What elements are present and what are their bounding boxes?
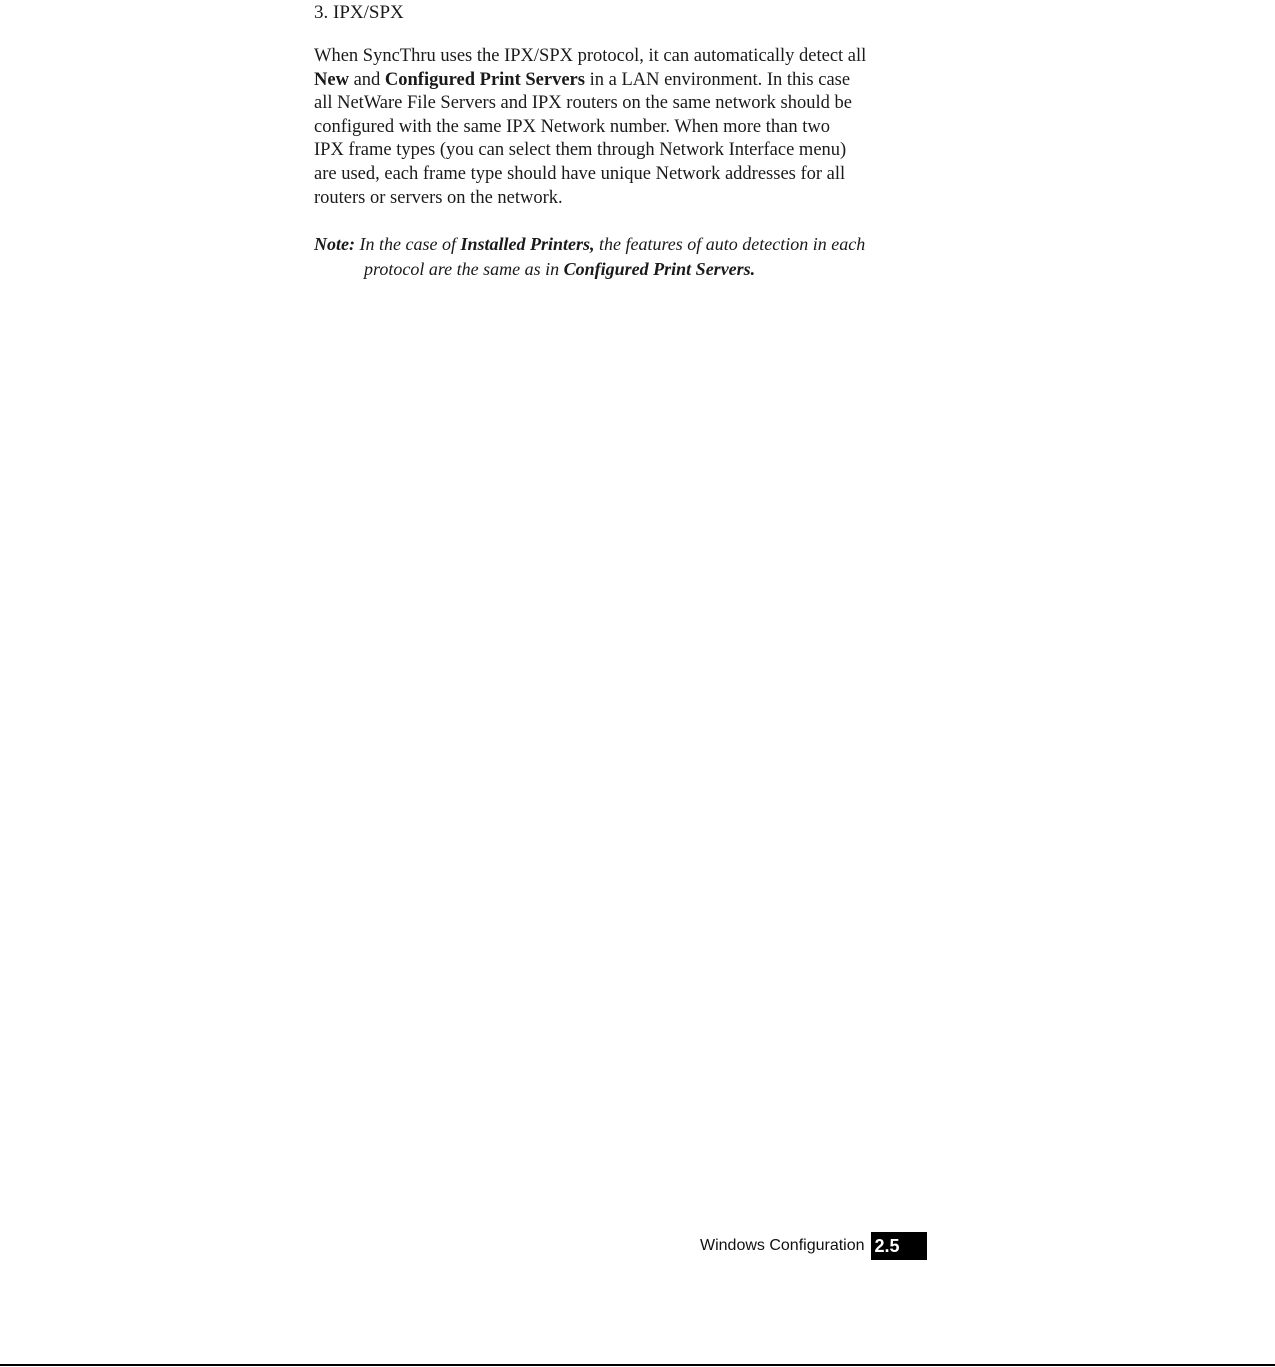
body-paragraph	[314, 45, 964, 210]
page-footer	[700, 1232, 927, 1260]
paragraph-text: When SyncThru uses the IPX/SPX protocol, it can automatically detect all	[314, 46, 867, 66]
paragraph-text: all NetWare File Servers and IPX routers on the same network should be	[314, 93, 852, 114]
paragraph-text: in a LAN environment. In this case	[584, 69, 851, 90]
paragraph-line	[314, 45, 964, 69]
paragraph-line	[314, 139, 964, 163]
paragraph-text: IPX frame types (you can select them through Network Interface menu)	[314, 140, 847, 161]
bottom-rule	[0, 1364, 1275, 1366]
note-block	[314, 232, 964, 282]
note-text: the features of auto detection in each	[594, 234, 866, 254]
note-label: Note:	[314, 234, 355, 254]
term-configured-print-servers: Configured Print Servers.	[563, 259, 756, 279]
paragraph-line	[314, 69, 964, 93]
paragraph-text: configured with the same IPX Network number. When more than two	[314, 116, 830, 137]
paragraph-line	[314, 116, 964, 140]
note-text: protocol are the same as in	[364, 259, 564, 279]
note-line	[314, 257, 964, 282]
note-line	[314, 232, 964, 257]
paragraph-text: and	[348, 69, 385, 90]
page-number-badge: 2.5	[871, 1232, 927, 1260]
paragraph-line	[314, 92, 964, 116]
paragraph-text: routers or servers on the network.	[314, 187, 563, 208]
term-installed-printers: Installed Printers,	[460, 234, 595, 254]
paragraph-text: are used, each frame type should have unique Network addresses for all	[314, 163, 846, 184]
term-configured-print-servers: Configured Print Servers	[384, 69, 585, 90]
paragraph-line	[314, 187, 964, 211]
term-new: New	[314, 69, 349, 90]
footer-chapter-title: Windows Configuration	[700, 1237, 865, 1254]
section-heading: 3. IPX/SPX	[314, 2, 404, 23]
paragraph-line	[314, 163, 964, 187]
note-text: In the case of	[354, 234, 461, 254]
